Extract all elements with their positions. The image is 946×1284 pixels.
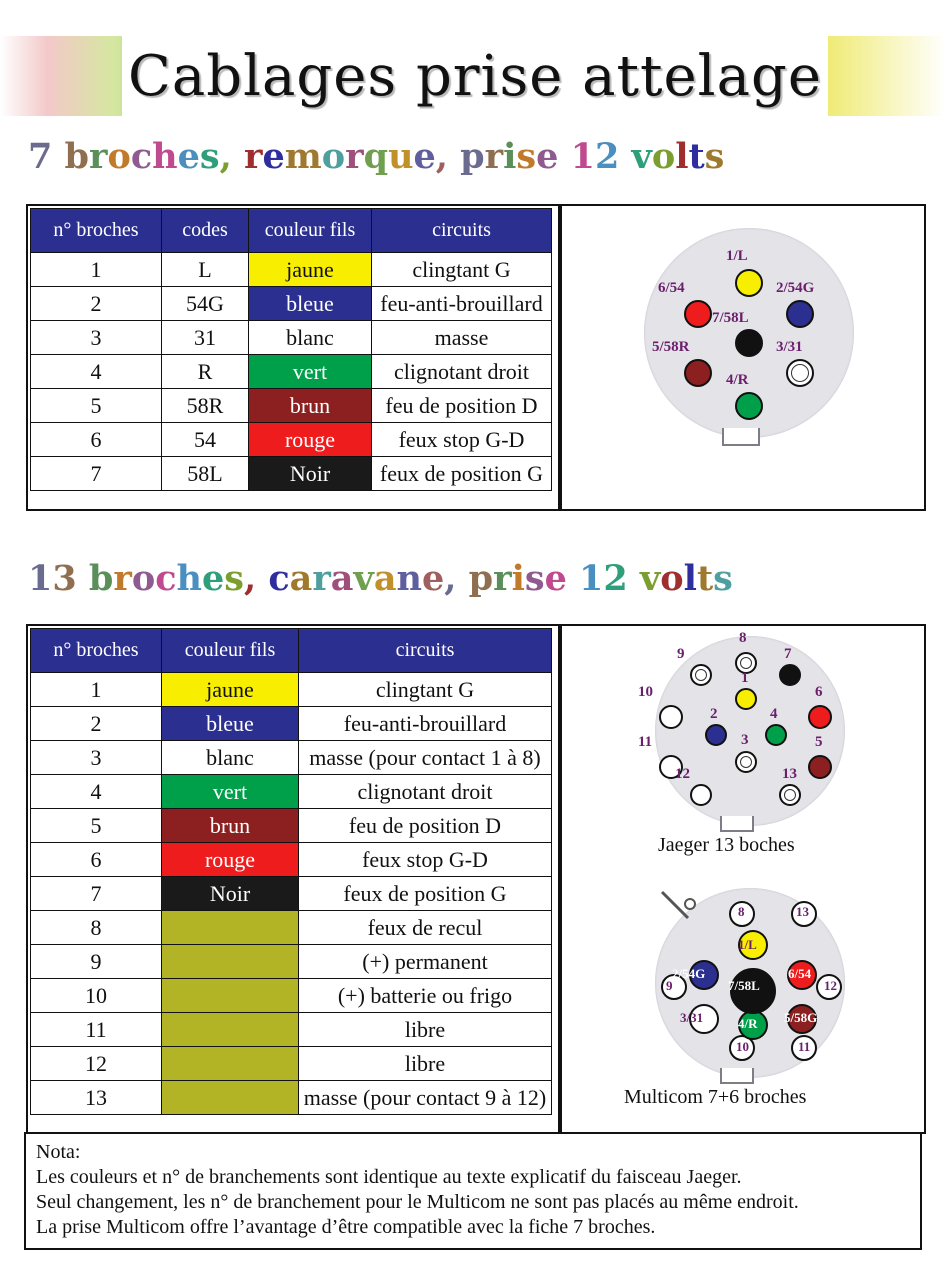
pin-5-58R [684, 359, 712, 387]
cell-pin: 6 [31, 843, 162, 877]
pin-4-R [735, 392, 763, 420]
pin-10 [659, 705, 683, 729]
cell-code: 31 [162, 321, 249, 355]
cell-code: R [162, 355, 249, 389]
cell-color: Noir [249, 457, 372, 491]
cell-color: rouge [162, 843, 299, 877]
pin-label-11: 11 [638, 734, 653, 750]
pin-1-L [735, 269, 763, 297]
cell-color: rouge [249, 423, 372, 457]
col-code: codes [162, 209, 249, 253]
pin-label-5: 5 [815, 734, 823, 750]
table-row [31, 457, 552, 491]
cell-code: L [162, 253, 249, 287]
pin-label-4: 4 [770, 706, 778, 722]
pin-label-8-multicom: 8 [738, 904, 745, 919]
pin-label-9: 9 [677, 646, 685, 662]
table-row [31, 355, 552, 389]
table-row [31, 775, 552, 809]
cell-color: bleue [249, 287, 372, 321]
pin-label-8: 8 [739, 630, 747, 646]
cell-color [162, 945, 299, 979]
cell-code: 54G [162, 287, 249, 321]
cell-circuit: clingtant G [372, 253, 552, 287]
pin-label-1: 1/L [726, 248, 748, 264]
table-row [31, 945, 552, 979]
cell-pin: 5 [31, 389, 162, 423]
pin-3-31 [786, 359, 814, 387]
table-row [31, 287, 552, 321]
cell-color: vert [249, 355, 372, 389]
cell-color: jaune [162, 673, 299, 707]
nota-box [24, 1132, 922, 1250]
pin-7 [779, 664, 801, 686]
cell-pin: 8 [31, 911, 162, 945]
connector-notch-jaeger [720, 816, 754, 832]
cell-circuit: feux stop G-D [299, 843, 552, 877]
pin-label-5-multicom: 5/58G [784, 1010, 818, 1025]
cell-color [162, 1013, 299, 1047]
page-title: Cablages prise attelage [128, 43, 822, 109]
cell-pin: 1 [31, 673, 162, 707]
table-13-broches [30, 628, 552, 1115]
table-row [31, 1047, 552, 1081]
pin-4 [765, 724, 787, 746]
cell-circuit: masse (pour contact 9 à 12) [299, 1081, 552, 1115]
cell-circuit: feu de position D [372, 389, 552, 423]
nota-line-1: Nota: [36, 1141, 81, 1163]
section-heading-13-broches [28, 558, 733, 599]
cell-code: 54 [162, 423, 249, 457]
pin-9 [690, 664, 712, 686]
table-row [31, 423, 552, 457]
cell-circuit: libre [299, 1047, 552, 1081]
cell-circuit: feux de recul [299, 911, 552, 945]
cell-circuit: feux stop G-D [372, 423, 552, 457]
cell-pin: 7 [31, 457, 162, 491]
cell-circuit: clignotant droit [299, 775, 552, 809]
cell-circuit: libre [299, 1013, 552, 1047]
cell-color: blanc [249, 321, 372, 355]
pin-7-58L [735, 329, 763, 357]
table-row [31, 673, 552, 707]
pin-label-12-multicom: 12 [824, 978, 837, 993]
pin-label-2-multicom: 2/54G [672, 966, 706, 981]
pin-label-9-multicom: 9 [666, 978, 673, 993]
cell-circuit: feux de position G [299, 877, 552, 911]
table-header-row [31, 629, 552, 673]
table-row [31, 707, 552, 741]
pin-6 [808, 705, 832, 729]
connector-notch-7 [722, 428, 760, 446]
pin-label-11-multicom: 11 [798, 1039, 811, 1054]
nota-line-3: Seul changement, les n° de branchement pour le Multicom ne sont pas placés au même endroit. [36, 1191, 799, 1213]
pin-label-2: 2/54G [776, 280, 815, 296]
table-row [31, 1013, 552, 1047]
table-row [31, 911, 552, 945]
pin-2 [705, 724, 727, 746]
cell-color: brun [249, 389, 372, 423]
col-wire-color: couleur fils [162, 629, 299, 673]
pin-label-10-multicom: 10 [736, 1039, 749, 1054]
diagram-jaeger-13 [562, 626, 920, 866]
pin-label-13-multicom: 13 [796, 904, 809, 919]
heading-7-text: 7 broches, remorque, prise 12 volts [28, 136, 725, 177]
cell-circuit: (+) batterie ou frigo [299, 979, 552, 1013]
cell-pin: 3 [31, 741, 162, 775]
cell-pin: 10 [31, 979, 162, 1013]
table-row [31, 741, 552, 775]
caption-jaeger: Jaeger 13 boches [658, 834, 795, 856]
cell-pin: 1 [31, 253, 162, 287]
cell-pin: 2 [31, 287, 162, 321]
col-pin-number: n° broches [31, 209, 162, 253]
pin-3 [735, 751, 757, 773]
connector-notch-multicom [720, 1068, 754, 1084]
cell-pin: 2 [31, 707, 162, 741]
table-header-row [31, 209, 552, 253]
cell-code: 58R [162, 389, 249, 423]
cell-pin: 11 [31, 1013, 162, 1047]
pin-label-4: 4/R [726, 372, 749, 388]
pin-label-6: 6 [815, 684, 823, 700]
pin-6-54 [684, 300, 712, 328]
col-circuit: circuits [299, 629, 552, 673]
cell-circuit: feu de position D [299, 809, 552, 843]
pin-label-1: 1 [741, 670, 749, 686]
table-row [31, 253, 552, 287]
cell-color: blanc [162, 741, 299, 775]
pin-label-12: 12 [675, 766, 690, 782]
cell-pin: 6 [31, 423, 162, 457]
table-row [31, 979, 552, 1013]
col-pin-number: n° broches [31, 629, 162, 673]
cell-color [162, 1047, 299, 1081]
pin-label-3: 3 [741, 732, 749, 748]
cell-color [162, 911, 299, 945]
latch-arm-icon [658, 888, 708, 938]
cell-code: 58L [162, 457, 249, 491]
cell-color: brun [162, 809, 299, 843]
col-circuit: circuits [372, 209, 552, 253]
nota-line-2: Les couleurs et n° de branchements sont identique au texte explicatif du faisceau Jaeger. [36, 1166, 742, 1188]
table-row [31, 321, 552, 355]
cell-circuit: feu-anti-brouillard [299, 707, 552, 741]
cell-circuit: masse (pour contact 1 à 8) [299, 741, 552, 775]
cell-circuit: clingtant G [299, 673, 552, 707]
pin-2-54G [786, 300, 814, 328]
cell-circuit: feux de position G [372, 457, 552, 491]
heading-13-text: 13 broches, caravane, prise 12 volts [28, 558, 733, 599]
pin-label-5: 5/58R [652, 339, 690, 355]
caption-multicom: Multicom 7+6 broches [624, 1086, 807, 1108]
cell-pin: 13 [31, 1081, 162, 1115]
col-wire-color: couleur fils [249, 209, 372, 253]
cell-circuit: (+) permanent [299, 945, 552, 979]
cell-pin: 5 [31, 809, 162, 843]
cell-color [162, 979, 299, 1013]
diagram-multicom [562, 882, 920, 1130]
cell-pin: 9 [31, 945, 162, 979]
pin-label-3: 3/31 [776, 339, 803, 355]
pin-label-7: 7/58L [712, 310, 749, 326]
cell-pin: 4 [31, 775, 162, 809]
pin-13 [779, 784, 801, 806]
pin-label-10: 10 [638, 684, 653, 700]
pin-label-4-multicom: 4/R [738, 1016, 758, 1031]
table-row [31, 877, 552, 911]
pin-label-2: 2 [710, 706, 718, 722]
cell-pin: 4 [31, 355, 162, 389]
cell-color [162, 1081, 299, 1115]
pin-label-1-multicom: 1/L [738, 937, 757, 952]
cell-circuit: clignotant droit [372, 355, 552, 389]
table-row [31, 843, 552, 877]
pin-12 [690, 784, 712, 806]
cell-pin: 7 [31, 877, 162, 911]
pin-label-7: 7 [784, 646, 792, 662]
cell-circuit: masse [372, 321, 552, 355]
pin-label-13: 13 [782, 766, 797, 782]
cell-color: vert [162, 775, 299, 809]
pin-label-6-multicom: 6/54 [788, 966, 812, 981]
cell-pin: 12 [31, 1047, 162, 1081]
table-row [31, 389, 552, 423]
section-heading-7-broches [28, 136, 724, 177]
pin-label-3-multicom: 3/31 [680, 1010, 704, 1025]
table-7-broches [30, 208, 552, 491]
pin-label-7-multicom: 7/58L [728, 978, 760, 993]
cell-color: jaune [249, 253, 372, 287]
nota-line-4: La prise Multicom offre l’avantage d’être compatible avec la fiche 7 broches. [36, 1216, 656, 1238]
table-row [31, 809, 552, 843]
pin-label-6: 6/54 [658, 280, 685, 296]
cell-circuit: feu-anti-brouillard [372, 287, 552, 321]
pin-1 [735, 688, 757, 710]
table-row [31, 1081, 552, 1115]
title-banner [122, 36, 828, 116]
cell-color: bleue [162, 707, 299, 741]
pin-5 [808, 755, 832, 779]
diagram-7-pin [562, 206, 920, 505]
cell-pin: 3 [31, 321, 162, 355]
cell-color: Noir [162, 877, 299, 911]
